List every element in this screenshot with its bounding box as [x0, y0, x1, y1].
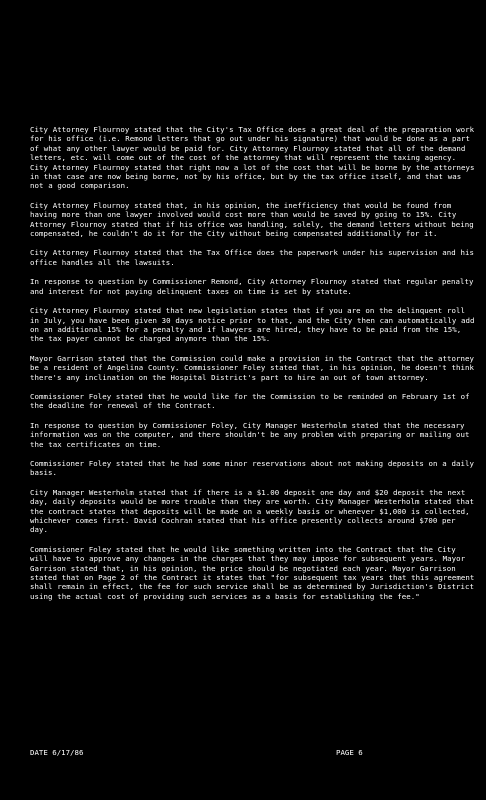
paragraph-4: In response to question by Commissioner Remond, City Attorney Flournoy stated that regular penalty and interest for not paying delinquent taxes on time is set by statute.: [30, 277, 474, 296]
paragraph-7: Commissioner Foley stated that he would like for the Commission to be reminded on February 1st of the deadline for renewal of the Contract.: [30, 391, 470, 411]
paragraph-6: Mayor Garrison stated that the Commission could make a provision in the Contract that the attorney be a resident of Angelina County. Commissioner Foley stated that, in his opinion, he doesn't think there's any inclination on the Hospital District's part to hire an out of town attorney.: [30, 353, 474, 382]
minutes-page: [30, 125, 476, 611]
paragraph-3: City Attorney Flournoy stated that the Tax Office does the paperwork under his supervision and his office handles all the lawsuits.: [30, 248, 474, 267]
footer-date: DATE 6/17/86: [30, 748, 84, 757]
paragraph-11: Commissioner Foley stated that he would like something written into the Contract that the City will have to approve any changes in the charges that they may impose for subsequent years. Mayor Garrison stated that, in his opinion, the price should be negotiated each year. Mayor Garrison stated that on Page 2 of the Contract it states that "for subsequent tax years that this agreement shall remain in effect, the fee for such service shall be as determined by Jurisdiction's District using the actual cost of providing such services as a basis for establishing the fee.": [30, 544, 475, 601]
paragraph-10: City Manager Westerholm stated that if there is a $1.00 deposit one day and $20 deposit the next day, daily deposits would be more trouble than they are worth. City Manager Westerholm stated that the contract states that deposits will be made on a weekly basis or whenever $1,000 is collected, whichever comes first. David Cochran stated that his office presently collects around $700 per day.: [30, 487, 474, 535]
paragraph-5: City Attorney Flournoy stated that new legislation states that if you are on the delinquent roll in July, you have been given 30 days notice prior to that, and the City then can automatically add on an additional 15% for a penalty and if lawyers are hired, they have to be paid from the 15%, the tax payer cannot be charged anymore than the 15%.: [30, 306, 475, 344]
paragraph-1: City Attorney Flournoy stated that the City's Tax Office does a great deal of the preparation work for his office (i.e. Remond letters that go out under his signature) that would be done as a part of what any other lawyer would be paid for. City Attorney Flournoy stated that all of the demand letters, etc. will come out of the cost of the attorney that will represent the taxing agency. City Attorney Flournoy stated that right now a lot of the cost that will be borne by the attorneys in that case are now being borne, not by his office, but by the tax office itself, and that was not a good comparison.: [30, 125, 475, 191]
paragraph-9: Commissioner Foley stated that he had some minor reservations about not making deposits on a daily basis.: [30, 458, 474, 478]
paragraph-8: In response to question by Commissioner Foley, City Manager Westerholm stated that the necessary information was on the computer, and there shouldn't be any problem with preparing or mailing out the tax certificates on time.: [30, 420, 470, 449]
paragraph-2: City Attorney Flournoy stated that, in his opinion, the inefficiency that would be found from having more than one lawyer involved would cost more than would be saved by going to 15%. City Attorney Flournoy stated that if his office was handling, solely, the demand letters without being compensated, he couldn't do it for the City without being compensated additionally for it.: [30, 200, 474, 239]
footer-page-number: PAGE 6: [336, 748, 363, 757]
